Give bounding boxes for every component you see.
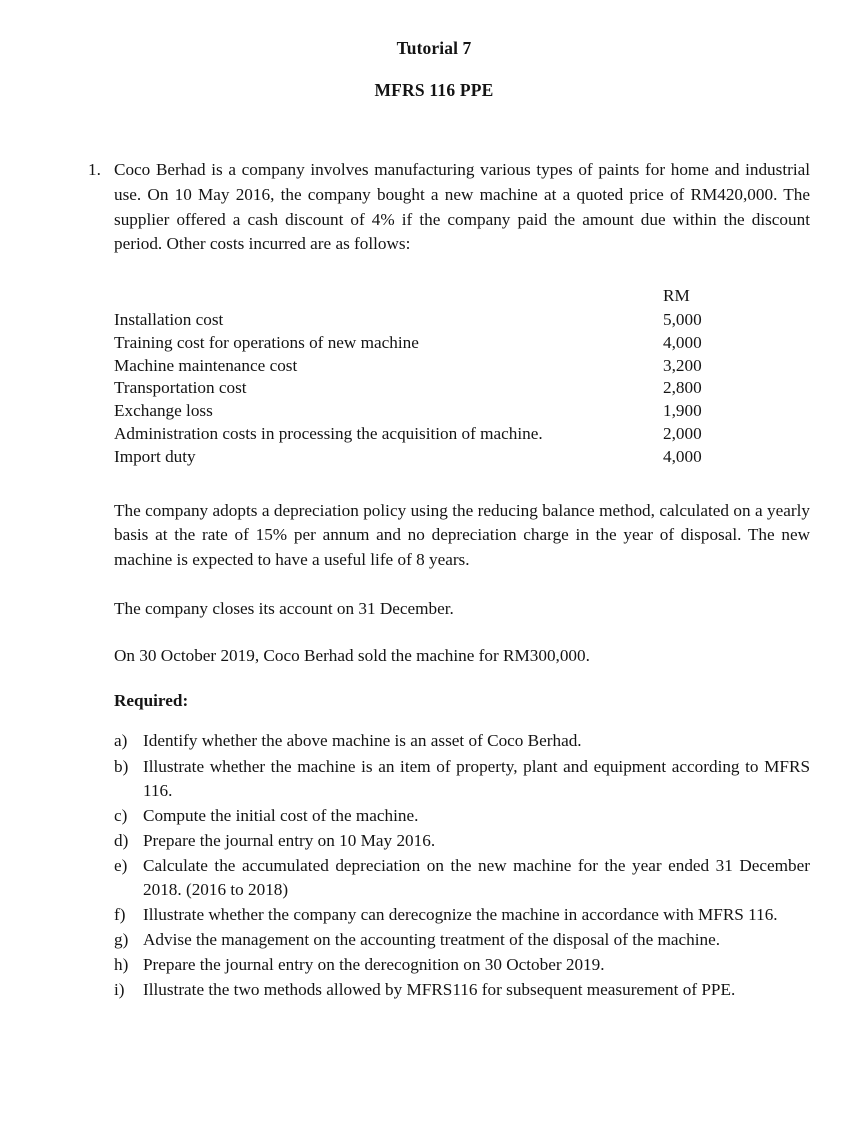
cost-label: Training cost for operations of new machine	[114, 332, 419, 352]
required-item-b	[114, 755, 810, 803]
table-row	[114, 448, 702, 471]
cost-label: Import duty	[114, 446, 196, 466]
table-body	[114, 287, 702, 471]
cost-label: Machine maintenance cost	[114, 355, 298, 375]
page-title: Tutorial 7	[396, 38, 472, 58]
table-row	[114, 334, 702, 357]
item-text: Illustrate whether the company can derecognize the machine in accordance with MFRS 116.	[143, 905, 778, 925]
required-heading: Required:	[114, 691, 189, 711]
required-item-a	[114, 729, 810, 753]
required-item-i	[114, 978, 810, 1002]
depreciation-policy-paragraph: The company adopts a depreciation policy using the reducing balance method, calculated on a yearly basis at the rate of 15% per annum and no depreciation charge in the year of disposal. The new machine is expected to have a useful life of 8 years.	[114, 500, 810, 570]
item-marker: f)	[114, 905, 126, 925]
cost-amount: 4,000	[663, 446, 702, 466]
page-subtitle: MFRS 116 PPE	[374, 80, 494, 100]
item-marker: g)	[114, 930, 129, 950]
required-item-h	[114, 953, 810, 977]
cost-amount: 3,200	[663, 355, 702, 375]
cost-amount: 2,000	[663, 424, 702, 444]
item-text: Calculate the accumulated depreciation on the new machine for the year ended 31 December 2018. (2016 to 2018)	[143, 855, 810, 899]
document-body	[0, 158, 868, 1002]
question-1	[88, 158, 810, 257]
item-text: Identify whether the above machine is an asset of Coco Berhad.	[143, 731, 582, 751]
table-row	[114, 402, 702, 425]
cost-amount: 2,800	[663, 378, 702, 398]
cost-label: Installation cost	[114, 310, 224, 330]
disposal-paragraph: On 30 October 2019, Coco Berhad sold the machine for RM300,000.	[114, 645, 590, 665]
item-marker: i)	[114, 980, 125, 1000]
item-text: Prepare the journal entry on 10 May 2016.	[143, 830, 436, 850]
cost-amount: 4,000	[663, 332, 702, 352]
item-text: Compute the initial cost of the machine.	[143, 805, 419, 825]
year-end-paragraph: The company closes its account on 31 December.	[114, 598, 454, 618]
item-marker: c)	[114, 805, 128, 825]
item-marker: h)	[114, 955, 129, 975]
document-header	[0, 38, 868, 101]
table-row	[114, 425, 702, 448]
table-header-row	[114, 287, 702, 311]
cost-label: Transportation cost	[114, 378, 247, 398]
cost-label: Exchange loss	[114, 401, 213, 421]
item-marker: a)	[114, 731, 128, 751]
cost-amount: 1,900	[663, 401, 702, 421]
required-item-c	[114, 804, 810, 828]
item-text: Illustrate whether the machine is an item of property, plant and equipment according to MFRS 116.	[143, 756, 810, 800]
required-item-g	[114, 928, 810, 952]
required-item-e	[114, 854, 810, 902]
required-item-f	[114, 903, 810, 927]
cost-label: Administration costs in processing the acquisition of machine.	[114, 424, 543, 444]
table-header-label	[114, 287, 663, 311]
other-costs-table	[114, 287, 702, 471]
table-header-currency: RM	[663, 286, 690, 306]
item-marker: e)	[114, 855, 128, 875]
required-item-d	[114, 829, 810, 853]
table-row	[114, 311, 702, 334]
item-marker: d)	[114, 830, 129, 850]
table-row	[114, 379, 702, 402]
question-text: Coco Berhad is a company involves manufacturing various types of paints for home and industrial use. On 10 May 2016, the company bought a new machine at a quoted price of RM420,000. The supplier offered a cash discount of 4% if the company paid the amount due within the discount period. Other costs incurred are as follows:	[114, 160, 810, 254]
item-text: Advise the management on the accounting treatment of the disposal of the machine.	[143, 930, 721, 950]
item-marker: b)	[114, 756, 129, 776]
cost-amount: 5,000	[663, 310, 702, 330]
item-text: Prepare the journal entry on the derecognition on 30 October 2019.	[143, 955, 605, 975]
item-text: Illustrate the two methods allowed by MFRS116 for subsequent measurement of PPE.	[143, 980, 736, 1000]
question-marker: 1.	[88, 160, 101, 179]
required-items-list	[114, 729, 810, 1002]
table-row	[114, 357, 702, 380]
